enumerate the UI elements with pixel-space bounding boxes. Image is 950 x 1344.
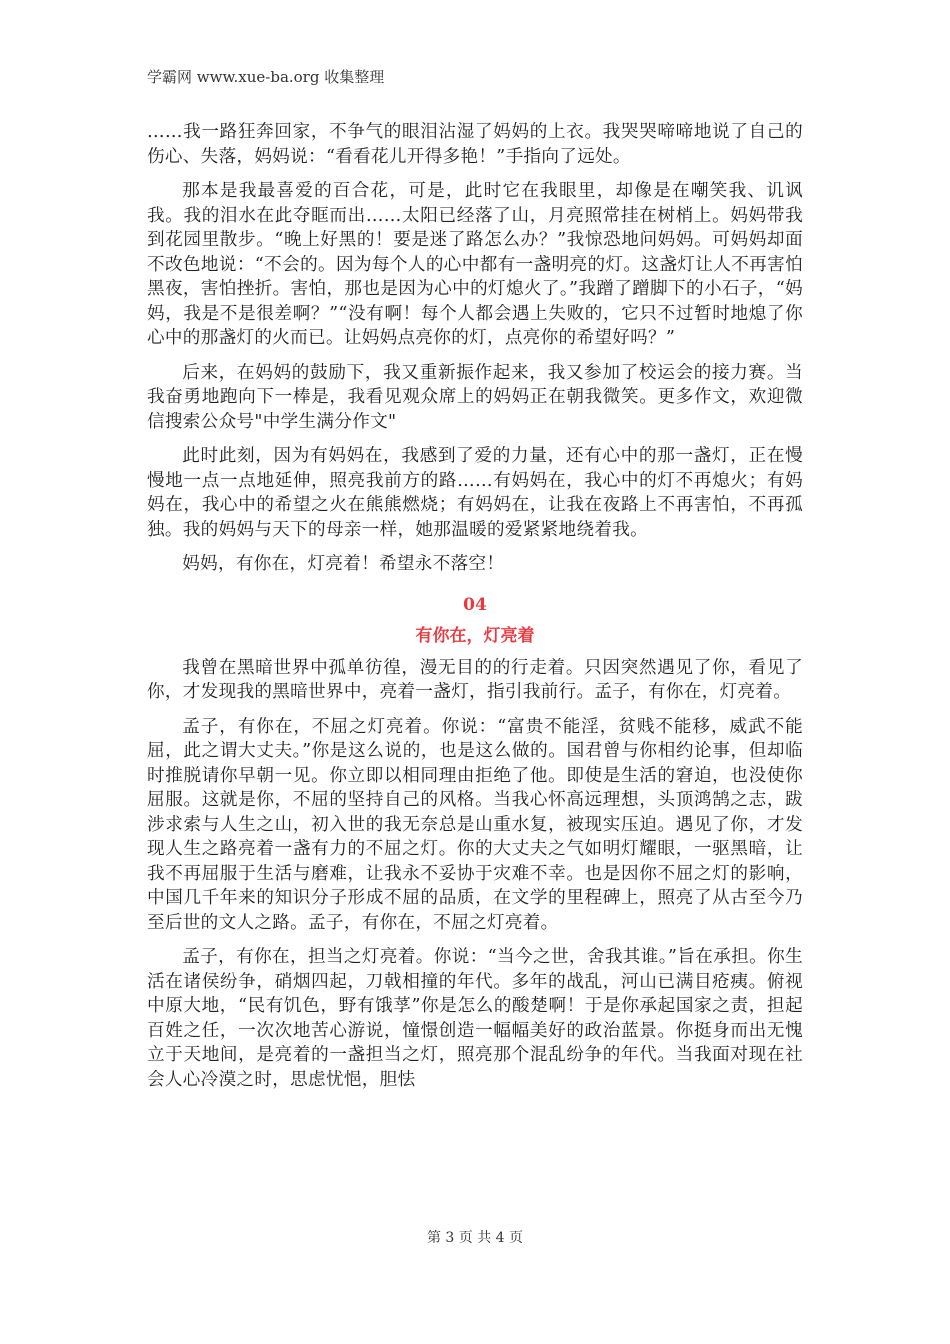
- page-header: 学霸网 www.xue-ba.org 收集整理: [147, 68, 385, 86]
- section-number: 04: [463, 594, 487, 615]
- paragraph: 后来，在妈妈的鼓励下，我又重新振作起来，我又参加了校运会的接力赛。当我奋勇地跑向下一棒是，我看见观众席上的妈妈正在朝我微笑。更多作文，欢迎微信搜索公众号"中学生满分作文": [147, 362, 803, 432]
- paragraph: 此时此刻，因为有妈妈在，我感到了爱的力量，还有心中的那一盏灯，正在慢慢地一点一点地延伸，照亮我前方的路……有妈妈在，我心中的灯不再熄火；有妈妈在，我心中的希望之火在熊熊燃烧；有妈妈在，让我在夜路上不再害怕，不再孤独。我的妈妈与天下的母亲一样，她那温暖的爱紧紧地绕着我。: [147, 446, 803, 540]
- paragraph: ……我一路狂奔回家，不争气的眼泪沾湿了妈妈的上衣。我哭哭啼啼地说了自己的伤心、失落，妈妈说：“看看花儿开得多艳！”手指向了远处。: [147, 122, 803, 167]
- paragraph: 那本是我最喜爱的百合花，可是，此时它在我眼里，却像是在嘲笑我、讥讽我。我的泪水在此夺眶而出……太阳已经落了山，月亮照常挂在树梢上。妈妈带我到花园里散步。“晚上好黑的！要是迷了路怎么办？”我惊恐地问妈妈。可妈妈却面不改色地说：“不会的。因为每个人的心中都有一盏明亮的灯。这盏灯让人不再害怕黑夜，害怕挫折。害怕，那也是因为心中的灯熄火了。”我蹭了蹭脚下的小石子，“妈妈，我是不是很差啊？”“没有啊！每个人都会遇上失败的，它只不过暂时地熄了你心中的那盏灯的火而已。让妈妈点亮你的灯，点亮你的希望好吗？”: [147, 181, 803, 348]
- paragraph: 我曾在黑暗世界中孤单彷徨，漫无目的的行走着。只因突然遇见了你，看见了你，才发现我的黑暗世界中，亮着一盏灯，指引我前行。孟子，有你在，灯亮着。: [147, 657, 803, 702]
- paragraph: 妈妈，有你在，灯亮着！希望永不落空！: [182, 554, 505, 574]
- document-body: [147, 120, 803, 1102]
- section-title: 有你在，灯亮着: [415, 625, 535, 646]
- paragraph: 孟子，有你在，担当之灯亮着。你说：“当今之世，舍我其谁。”旨在承担。你生活在诸侯纷争，硝烟四起，刀戟相撞的年代。多年的战乱，河山已满目疮痍。俯视中原大地，“民有饥色，野有饿莩”你是怎么的酸楚啊！于是你承起国家之责，担起百姓之任，一次次地苦心游说，憧憬创造一幅幅美好的政治蓝景。你挺身而出无愧立于天地间，是亮着的一盏担当之灯，照亮那个混乱纷争的年代。当我面对现在社会人心冷漠之时，思虑忧悒，胆怯: [147, 947, 803, 1090]
- page-footer: 第 3 页 共 4 页: [426, 1230, 524, 1246]
- paragraph: 孟子，有你在，不屈之灯亮着。你说：“富贵不能淫，贫贱不能移，威武不能屈，此之谓大丈夫。”你是这么说的，也是这么做的。国君曾与你相约论事，但却临时推脱请你早朝一见。你立即以相同理由拒绝了他。即使是生活的窘迫，也没使你屈服。这就是你，不屈的坚持自己的风格。当我心怀高远理想，头顶鸿鹄之志，跋涉求索与人生之山，初入世的我无奈总是山重水复，被现实压迫。遇见了你，才发现人生之路亮着一盏有力的不屈之灯。你的大丈夫之气如明灯耀眼，一驱黑暗，让我不再屈服于生活与磨难，让我永不妥协于灾难不幸。也是因你不屈之灯的影响，中国几千年来的知识分子形成不屈的品质，在文学的里程碑上，照亮了从古至今乃至后世的文人之路。孟子，有你在，不屈之灯亮着。: [147, 716, 803, 933]
